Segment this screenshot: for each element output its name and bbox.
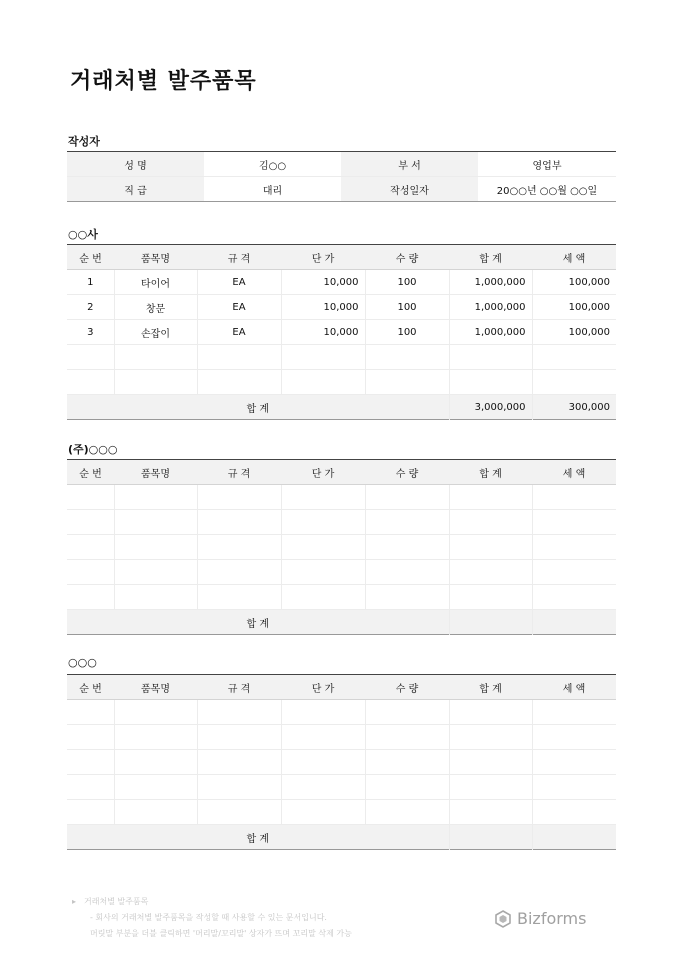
table-cell[interactable] xyxy=(449,775,532,800)
table-cell[interactable]: 10,000 xyxy=(281,295,365,320)
table-cell[interactable] xyxy=(197,750,281,775)
table-cell[interactable] xyxy=(197,535,281,560)
table-cell[interactable] xyxy=(114,725,197,750)
column-header: 규 격 xyxy=(197,245,281,270)
footer-line-1: ▸ 거래처별 발주품목 xyxy=(72,897,149,906)
total-row xyxy=(67,825,616,850)
header-row xyxy=(67,245,616,270)
table-row xyxy=(67,725,616,750)
table-cell[interactable] xyxy=(365,560,449,585)
table-cell[interactable] xyxy=(532,775,616,800)
table-cell[interactable] xyxy=(114,560,197,585)
column-header: 수 량 xyxy=(365,460,449,485)
table-cell[interactable] xyxy=(197,370,281,395)
table-cell[interactable] xyxy=(197,775,281,800)
table-cell[interactable] xyxy=(532,535,616,560)
bizforms-logo-icon xyxy=(494,910,512,928)
table-cell[interactable] xyxy=(281,700,365,725)
table-cell[interactable] xyxy=(197,800,281,825)
table-cell[interactable] xyxy=(281,585,365,610)
footer-line-3: 머릿말 부분을 더블 클릭하면 '머리말/꼬리말' 상자가 뜨며 꼬리말 삭제 가능 xyxy=(90,929,352,938)
table-cell[interactable] xyxy=(532,750,616,775)
table-cell[interactable] xyxy=(365,700,449,725)
table-cell[interactable]: 1,000,000 xyxy=(449,295,532,320)
brand-name: Bizforms xyxy=(517,909,587,928)
table-row xyxy=(67,560,616,585)
table-cell[interactable]: EA xyxy=(197,295,281,320)
table-cell[interactable] xyxy=(281,750,365,775)
column-header: 세 액 xyxy=(532,245,616,270)
total-label: 합 계 xyxy=(67,610,449,635)
table-cell[interactable] xyxy=(67,370,114,395)
table-cell[interactable]: 손잡이 xyxy=(114,320,197,345)
table-cell[interactable] xyxy=(532,585,616,610)
table-cell[interactable] xyxy=(67,775,114,800)
total-sum[interactable]: 3,000,000 xyxy=(449,395,532,420)
table-row xyxy=(67,750,616,775)
table-cell[interactable] xyxy=(67,345,114,370)
table-cell[interactable] xyxy=(114,370,197,395)
table-cell[interactable]: 100 xyxy=(365,320,449,345)
table-cell[interactable] xyxy=(532,370,616,395)
table-cell[interactable] xyxy=(449,485,532,510)
table-cell[interactable] xyxy=(281,370,365,395)
name-label: 성 명 xyxy=(67,152,204,177)
total-tax[interactable] xyxy=(532,825,616,850)
table-cell[interactable] xyxy=(449,800,532,825)
table-row xyxy=(67,510,616,535)
total-sum[interactable] xyxy=(449,610,532,635)
table-cell[interactable] xyxy=(365,345,449,370)
table-cell[interactable]: 창문 xyxy=(114,295,197,320)
total-row xyxy=(67,395,616,420)
table-cell[interactable] xyxy=(532,800,616,825)
table-cell[interactable] xyxy=(197,725,281,750)
total-label: 합 계 xyxy=(67,395,449,420)
table-cell[interactable] xyxy=(365,775,449,800)
table-cell[interactable] xyxy=(114,345,197,370)
header-row xyxy=(67,460,616,485)
bullet-icon: ▸ xyxy=(72,897,77,906)
table-cell[interactable] xyxy=(532,485,616,510)
header-row xyxy=(67,675,616,700)
table-cell[interactable] xyxy=(67,560,114,585)
table-row xyxy=(67,700,616,725)
table-cell[interactable] xyxy=(449,585,532,610)
table-cell[interactable] xyxy=(114,585,197,610)
total-tax[interactable]: 300,000 xyxy=(532,395,616,420)
column-header: 순 번 xyxy=(67,245,114,270)
column-header: 순 번 xyxy=(67,460,114,485)
table-cell[interactable] xyxy=(67,725,114,750)
vendor-table-3 xyxy=(67,674,616,850)
table-row xyxy=(67,800,616,825)
column-header: 세 액 xyxy=(532,675,616,700)
table-cell[interactable]: 100,000 xyxy=(532,320,616,345)
total-sum[interactable] xyxy=(449,825,532,850)
table-cell[interactable] xyxy=(365,800,449,825)
table-cell[interactable] xyxy=(532,510,616,535)
table-cell[interactable] xyxy=(281,800,365,825)
column-header: 합 계 xyxy=(449,675,532,700)
date-value[interactable]: 20○○년 ○○월 ○○일 xyxy=(496,185,598,197)
column-header: 합 계 xyxy=(449,460,532,485)
table-cell[interactable] xyxy=(449,700,532,725)
vendor-table-2 xyxy=(67,459,616,635)
table-cell[interactable]: 타이어 xyxy=(114,270,197,295)
table-cell[interactable] xyxy=(67,510,114,535)
table-cell[interactable] xyxy=(114,535,197,560)
rank-value[interactable]: 대리 xyxy=(262,185,283,197)
table-row xyxy=(67,270,616,295)
table-cell[interactable] xyxy=(114,750,197,775)
table-cell[interactable] xyxy=(449,345,532,370)
table-cell[interactable]: 10,000 xyxy=(281,320,365,345)
vendor-table-1 xyxy=(67,244,616,420)
column-header: 단 가 xyxy=(281,675,365,700)
total-tax[interactable] xyxy=(532,610,616,635)
table-cell[interactable] xyxy=(197,485,281,510)
vendor-name: ○○사 xyxy=(68,228,98,241)
column-header: 세 액 xyxy=(532,460,616,485)
table-cell[interactable] xyxy=(197,700,281,725)
table-row xyxy=(67,535,616,560)
table-cell[interactable] xyxy=(114,775,197,800)
table-cell[interactable] xyxy=(365,535,449,560)
dept-label: 부 서 xyxy=(341,152,478,177)
dept-value[interactable]: 영업부 xyxy=(478,152,616,177)
table-row xyxy=(67,295,616,320)
column-header: 품목명 xyxy=(114,245,197,270)
brand-logo xyxy=(494,909,586,928)
table-cell[interactable] xyxy=(449,370,532,395)
author-section-label: 작성자 xyxy=(68,135,100,148)
table-cell[interactable]: 1,000,000 xyxy=(449,270,532,295)
column-header: 수 량 xyxy=(365,245,449,270)
table-cell[interactable] xyxy=(449,535,532,560)
author-info-table xyxy=(67,151,616,202)
table-row xyxy=(67,320,616,345)
table-cell[interactable] xyxy=(67,535,114,560)
table-cell[interactable]: 3 xyxy=(67,320,114,345)
table-cell[interactable] xyxy=(281,775,365,800)
table-cell[interactable] xyxy=(365,725,449,750)
table-cell[interactable] xyxy=(281,725,365,750)
table-cell[interactable] xyxy=(532,345,616,370)
table-cell[interactable] xyxy=(281,345,365,370)
table-cell[interactable] xyxy=(114,700,197,725)
table-cell[interactable] xyxy=(67,800,114,825)
table-cell[interactable] xyxy=(365,510,449,535)
column-header: 품목명 xyxy=(114,460,197,485)
table-cell[interactable] xyxy=(114,485,197,510)
column-header: 규 격 xyxy=(197,675,281,700)
vendor-name: ○○○ xyxy=(68,656,97,669)
column-header: 규 격 xyxy=(197,460,281,485)
table-cell[interactable] xyxy=(532,700,616,725)
table-cell[interactable] xyxy=(114,510,197,535)
table-cell[interactable] xyxy=(281,560,365,585)
rank-label: 직 급 xyxy=(67,177,204,202)
table-cell[interactable]: 1,000,000 xyxy=(449,320,532,345)
column-header: 품목명 xyxy=(114,675,197,700)
date-label: 작성일자 xyxy=(341,177,478,202)
footer-line-2: - 회사의 거래처별 발주품목을 작성할 때 사용할 수 있는 문서입니다. xyxy=(90,913,327,922)
table-cell[interactable] xyxy=(532,560,616,585)
table-cell[interactable] xyxy=(197,345,281,370)
table-row xyxy=(67,345,616,370)
table-cell[interactable] xyxy=(365,585,449,610)
table-cell[interactable]: 100,000 xyxy=(532,295,616,320)
vendor-name: (주)○○○ xyxy=(68,443,118,456)
table-cell[interactable] xyxy=(197,585,281,610)
table-cell[interactable] xyxy=(449,750,532,775)
table-cell[interactable] xyxy=(67,750,114,775)
table-cell[interactable] xyxy=(281,510,365,535)
table-cell[interactable] xyxy=(449,560,532,585)
table-cell[interactable]: 10,000 xyxy=(281,270,365,295)
table-cell[interactable] xyxy=(281,535,365,560)
column-header: 순 번 xyxy=(67,675,114,700)
table-cell[interactable]: 1 xyxy=(67,270,114,295)
table-row xyxy=(67,585,616,610)
table-cell[interactable]: EA xyxy=(197,320,281,345)
table-cell[interactable] xyxy=(67,585,114,610)
table-cell[interactable] xyxy=(114,800,197,825)
table-cell[interactable]: 100 xyxy=(365,270,449,295)
table-cell[interactable]: 100 xyxy=(365,295,449,320)
table-cell[interactable] xyxy=(67,700,114,725)
table-cell[interactable] xyxy=(67,485,114,510)
table-row xyxy=(67,485,616,510)
table-cell[interactable]: 100,000 xyxy=(532,270,616,295)
column-header: 단 가 xyxy=(281,245,365,270)
column-header: 수 량 xyxy=(365,675,449,700)
table-cell[interactable] xyxy=(449,510,532,535)
table-cell[interactable] xyxy=(449,725,532,750)
footer-notes xyxy=(70,894,352,942)
table-cell[interactable] xyxy=(365,485,449,510)
total-label: 합 계 xyxy=(67,825,449,850)
table-cell[interactable] xyxy=(365,370,449,395)
column-header: 단 가 xyxy=(281,460,365,485)
table-cell[interactable]: 2 xyxy=(67,295,114,320)
table-cell[interactable] xyxy=(197,560,281,585)
table-cell[interactable] xyxy=(197,510,281,535)
table-row xyxy=(67,775,616,800)
table-cell[interactable]: EA xyxy=(197,270,281,295)
table-cell[interactable] xyxy=(365,750,449,775)
table-cell[interactable] xyxy=(281,485,365,510)
table-cell[interactable] xyxy=(532,725,616,750)
name-value[interactable]: 김○○ xyxy=(204,152,341,177)
table-row xyxy=(67,370,616,395)
column-header: 합 계 xyxy=(449,245,532,270)
total-row xyxy=(67,610,616,635)
page-title: 거래처별 발주품목 xyxy=(70,69,257,94)
